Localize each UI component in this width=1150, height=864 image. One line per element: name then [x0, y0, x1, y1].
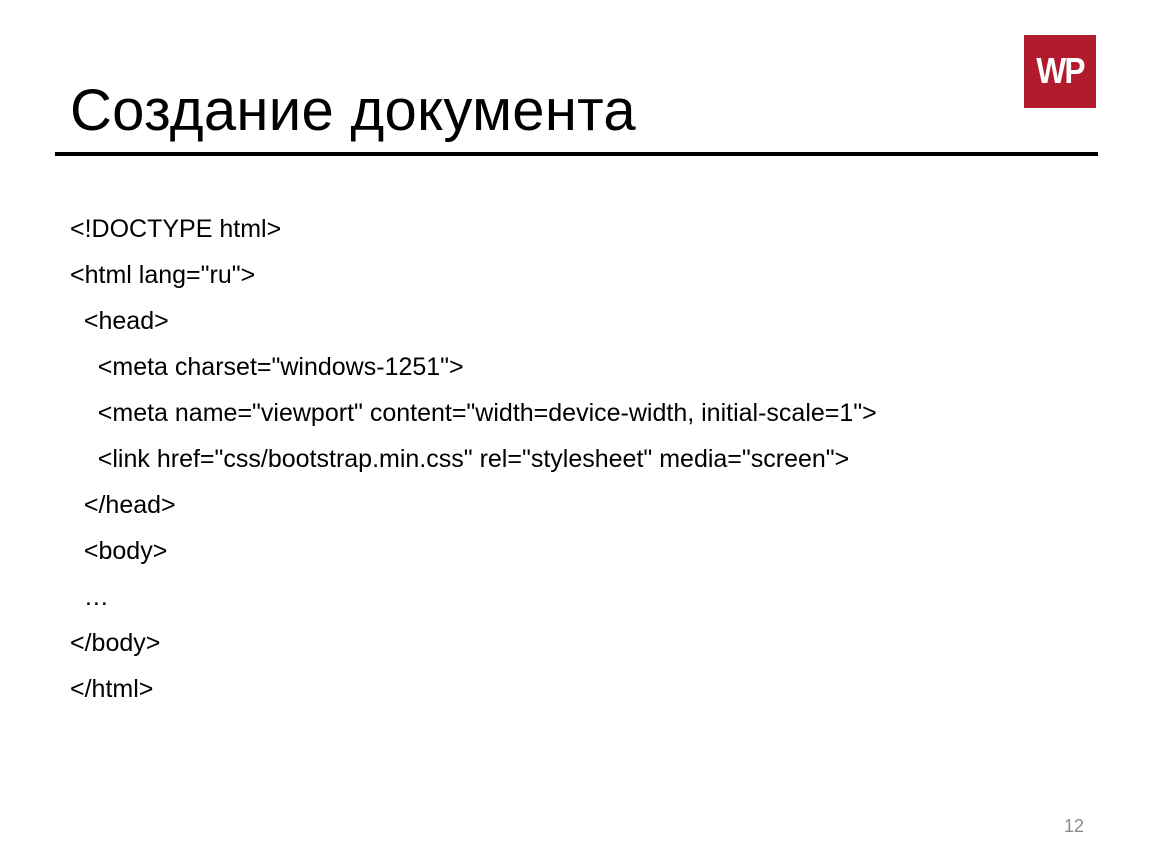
- page-number: 12: [1063, 816, 1084, 836]
- code-line: <!DOCTYPE html>: [70, 215, 282, 243]
- code-line: <link href="css/bootstrap.min.css" rel="stylesheet" media="screen">: [70, 445, 850, 473]
- code-line: <meta charset="windows-1251">: [70, 353, 464, 381]
- title-divider: [55, 152, 1098, 156]
- code-line: …: [70, 583, 109, 611]
- code-line: <head>: [70, 307, 169, 335]
- code-line: <html lang="ru">: [70, 261, 256, 289]
- code-line: <meta name="viewport" content="width=device-width, initial-scale=1">: [70, 399, 877, 427]
- code-line: <body>: [70, 537, 168, 565]
- code-line: </body>: [70, 629, 161, 657]
- code-listing: [70, 206, 877, 712]
- code-line: </html>: [70, 675, 154, 703]
- slide-title: Создание документа: [70, 78, 636, 143]
- code-line: </head>: [70, 491, 176, 519]
- wp-logo-text: WP: [1036, 49, 1084, 91]
- wp-logo: [1024, 35, 1096, 108]
